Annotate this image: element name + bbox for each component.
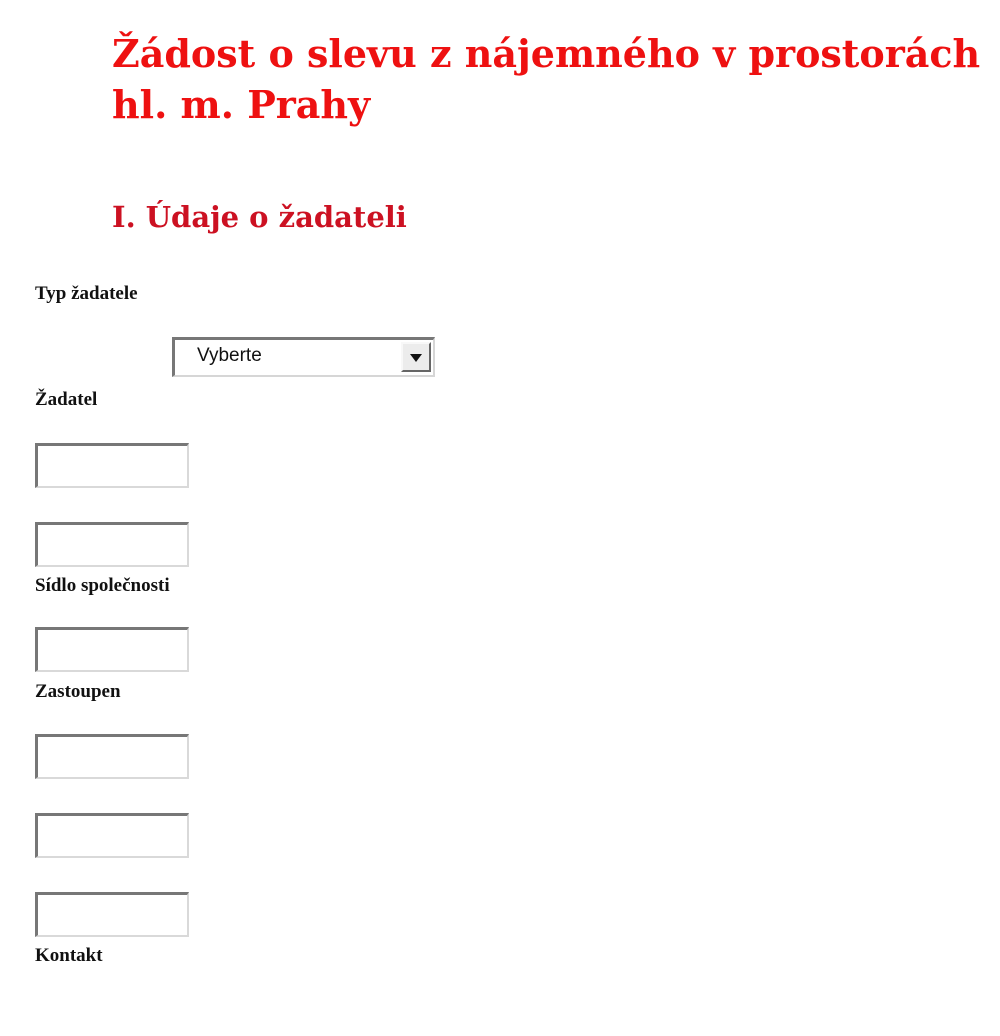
applicant-type-label: Typ žadatele	[35, 283, 138, 304]
represented-field-1[interactable]	[35, 734, 189, 779]
company-seat-label: Sídlo společnosti	[35, 575, 170, 596]
represented-label: Zastoupen	[35, 681, 121, 702]
represented-field-3[interactable]	[35, 892, 189, 937]
contact-label: Kontakt	[35, 945, 103, 966]
page-title: Žádost o slevu z nájemného v prostorách hl. m. Prahy	[112, 31, 981, 127]
applicant-type-select-value: Vyberte	[197, 345, 262, 366]
section-title: I. Údaje o žadateli	[112, 200, 407, 234]
chevron-down-icon[interactable]	[401, 342, 431, 372]
company-seat-field[interactable]	[35, 627, 189, 672]
applicant-field-2[interactable]	[35, 522, 189, 567]
applicant-label: Žadatel	[35, 389, 98, 410]
represented-field-2[interactable]	[35, 813, 189, 858]
applicant-field-1[interactable]	[35, 443, 189, 488]
applicant-type-select[interactable]	[172, 337, 435, 377]
